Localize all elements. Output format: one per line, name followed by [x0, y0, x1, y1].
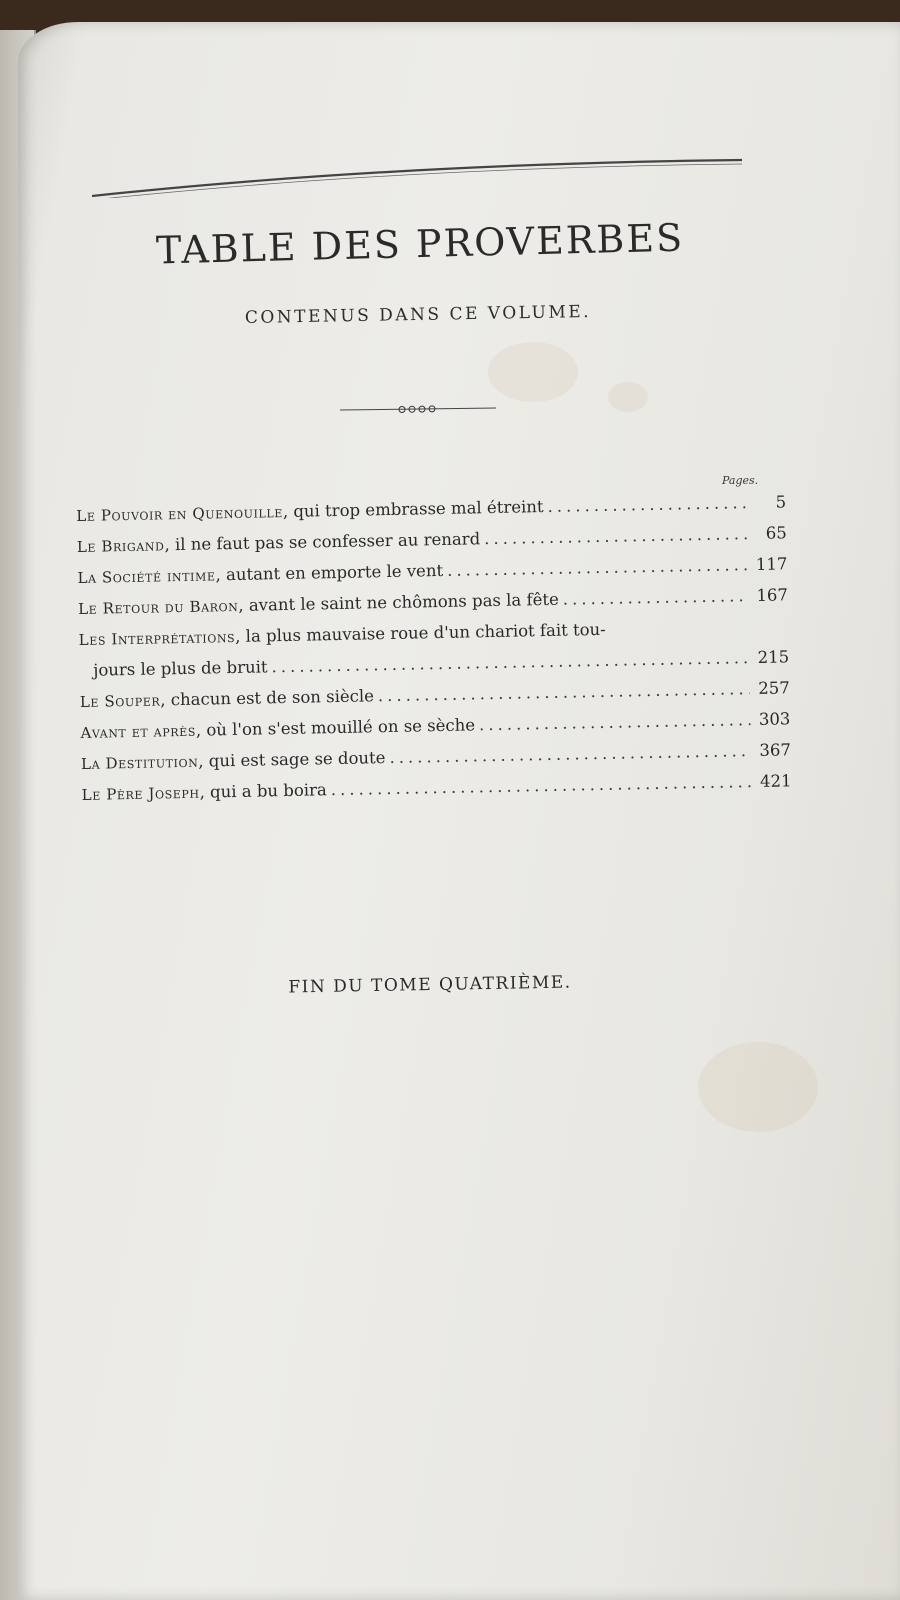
toc-entry-title: La Destitution — [80, 752, 199, 773]
paper-stain — [698, 1042, 818, 1132]
paper-stain — [488, 342, 578, 402]
toc-entry-proverb-continued: jours le plus de bruit — [93, 657, 268, 680]
toc-entry-proverb: , la plus mauvaise roue d'un chariot fait tou- — [235, 619, 606, 646]
toc-entry-page: 257 — [758, 678, 790, 698]
toc-entry-proverb: , chacun est de son siècle — [160, 686, 375, 710]
toc-entry-page: 367 — [759, 740, 792, 760]
toc-entry-proverb: , il ne faut pas se confesser au renard — [164, 529, 481, 555]
ornament-divider — [340, 402, 496, 418]
toc-entry-title: Les Interprétations — [78, 627, 236, 649]
toc-entry-title: Avant et après — [80, 721, 197, 742]
toc-entry-proverb: , autant en emporte le vent — [215, 560, 444, 585]
end-of-volume-note: FIN DU TOME QUATRIÈME. — [288, 972, 572, 998]
pages-column-label: Pages. — [722, 474, 759, 487]
toc-entry-title: Le Brigand — [76, 536, 165, 556]
toc-entry-page: 117 — [755, 554, 788, 574]
toc-entry-title: Le Souper — [79, 691, 161, 711]
toc-entry-proverb: , qui trop embrasse mal étreint — [282, 497, 544, 522]
page-subtitle: CONTENUS DANS CE VOLUME. — [244, 301, 592, 329]
toc-entry-proverb: , avant le saint ne chômons pas la fête — [238, 589, 559, 615]
top-double-rule — [92, 158, 742, 198]
toc-entry-title: Le Pouvoir en Quenouille — [76, 503, 284, 525]
dot-leader — [562, 580, 748, 615]
page-title: TABLE DES PROVERBES — [155, 215, 685, 273]
toc-entry-title: La Société intime — [77, 566, 216, 587]
toc-entry-title: Le Père Joseph — [81, 783, 200, 804]
toc-entry-page: 215 — [757, 647, 790, 667]
table-of-contents — [76, 486, 792, 810]
toc-entry-page: 167 — [756, 585, 789, 605]
toc-entry-page: 65 — [765, 523, 787, 543]
toc-entry-proverb: , qui a bu boira — [199, 780, 327, 802]
toc-entry-proverb: , où l'on s'est mouillé on se sèche — [195, 715, 476, 740]
toc-entry-proverb: , qui est sage se doute — [198, 748, 386, 771]
dot-leader — [484, 518, 747, 554]
toc-entry-title: Le Retour du Baron — [77, 596, 239, 618]
toc-entry-page: 303 — [758, 709, 791, 729]
toc-entry-page: 421 — [759, 771, 792, 791]
paper-stain — [608, 382, 648, 412]
toc-entry-page: 5 — [775, 492, 787, 512]
dot-leader — [547, 487, 746, 522]
